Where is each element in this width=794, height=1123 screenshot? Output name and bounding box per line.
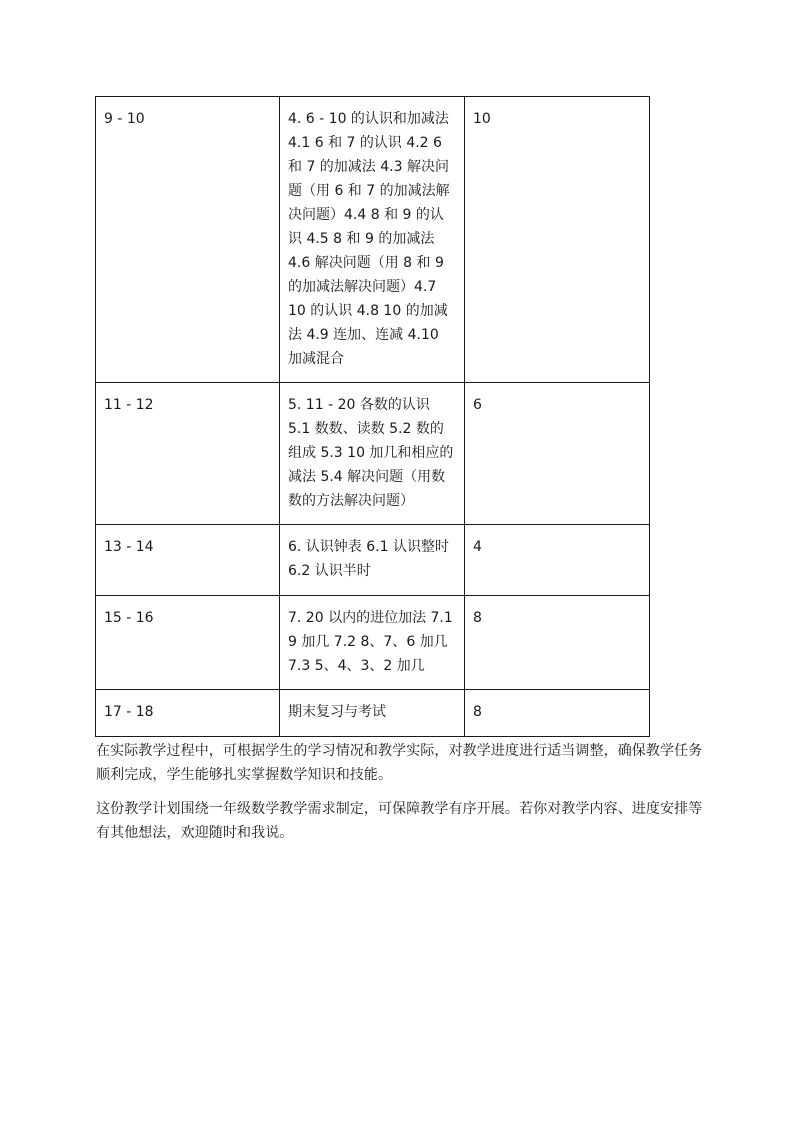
hours-cell: 10 xyxy=(465,97,650,383)
content-cell: 期末复习与考试 xyxy=(280,690,465,737)
content-cell: 5. 11 - 20 各数的认识 5.1 数数、读数 5.2 数的组成 5.3 10 加几和相应的减法 5.4 解决问题（用数数的方法解决问题） xyxy=(280,383,465,525)
table-row xyxy=(96,596,650,690)
weeks-cell: 15 - 16 xyxy=(96,596,280,690)
weeks-cell: 9 - 10 xyxy=(96,97,280,383)
table-row xyxy=(96,383,650,525)
content-cell: 6. 认识钟表 6.1 认识整时 6.2 认识半时 xyxy=(280,525,465,596)
content-cell: 7. 20 以内的进位加法 7.1 9 加几 7.2 8、7、6 加几 7.3 5、4、3、2 加几 xyxy=(280,596,465,690)
closing-note-paragraph: 这份教学计划围绕一年级数学教学需求制定，可保障教学有序开展。若你对教学内容、进度安排等有其他想法，欢迎随时和我说。 xyxy=(96,801,703,841)
table-row xyxy=(96,525,650,596)
weeks-cell: 13 - 14 xyxy=(96,525,280,596)
teaching-schedule-table xyxy=(95,96,650,737)
hours-cell: 4 xyxy=(465,525,650,596)
content-cell: 4. 6 - 10 的认识和加减法 4.1 6 和 7 的认识 4.2 6 和 7 的加减法 4.3 解决问题（用 6 和 7 的加减法解决问题）4.4 8 和 9 的认识 4.5 8 和 9 的加减法 4.6 解决问题（用 8 和 9 的加减法解决问题）4.7 10 的认识 4.8 10 的加减法 4.9 连加、连减 4.10 加减混合 xyxy=(280,97,465,383)
table-row xyxy=(96,690,650,737)
weeks-cell: 17 - 18 xyxy=(96,690,280,737)
adjustment-note-paragraph: 在实际教学过程中，可根据学生的学习情况和教学实际，对教学进度进行适当调整，确保教学任务顺利完成，学生能够扎实掌握数学知识和技能。 xyxy=(96,743,703,783)
hours-cell: 8 xyxy=(465,596,650,690)
hours-cell: 8 xyxy=(465,690,650,737)
hours-cell: 6 xyxy=(465,383,650,525)
weeks-cell: 11 - 12 xyxy=(96,383,280,525)
table-row xyxy=(96,97,650,383)
